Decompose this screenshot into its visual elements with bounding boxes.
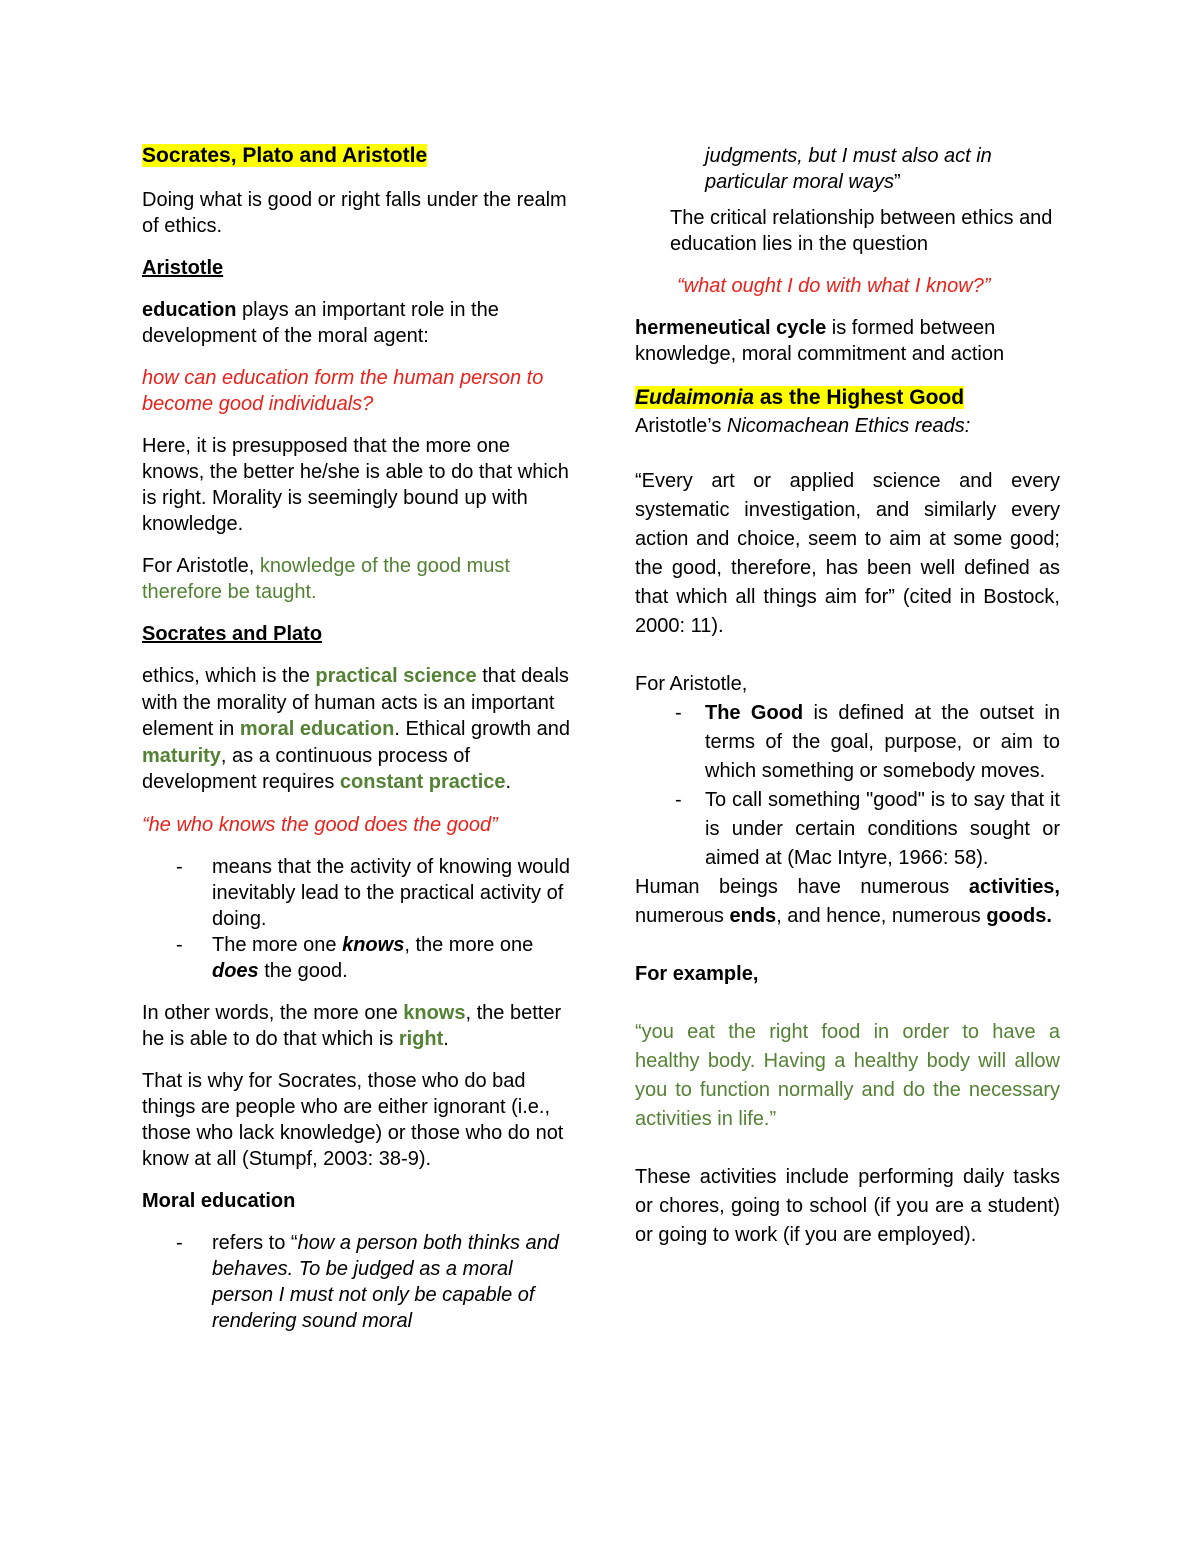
nicomachean-quote: “Every art or applied science and every systematic investigation, and similarly every action and choice, seem to aim at some good; the good, therefore, has been well defined as that which all things aim for” (cited in Bostock, 2000: 11). bbox=[635, 470, 1060, 637]
moral-education-heading: Moral education bbox=[142, 1189, 296, 1212]
document-title: Socrates, Plato and Aristotle bbox=[142, 144, 428, 167]
aristotle-heading: Aristotle bbox=[142, 257, 224, 279]
knows-good-bullet-list bbox=[142, 854, 570, 984]
for-example-label: For example, bbox=[635, 963, 759, 985]
what-ought-question: “what ought I do with what I know?” bbox=[677, 275, 991, 297]
education-question: how can education form the human person to become good individuals? bbox=[142, 367, 544, 415]
critical-relationship-paragraph: The critical relationship between ethics and education lies in the question bbox=[670, 207, 1053, 255]
socrates-plato-heading: Socrates and Plato bbox=[142, 623, 323, 645]
activities-paragraph: These activities include performing daily tasks or chores, going to school (if you are a student) or going to work (if you are employed). bbox=[635, 1166, 1060, 1246]
list-item: - The Good is defined at the outset in terms of the goal, purpose, or aim to which something or somebody moves. bbox=[635, 699, 1060, 786]
moral-education-bullet-list bbox=[142, 1230, 570, 1334]
socrates-paragraph: That is why for Socrates, those who do bad things are people who are either ignorant (i.e., those who lack knowledge) or those who do not know at all (Stumpf, 2003: 38-9). bbox=[142, 1069, 564, 1170]
list-item: - refers to “how a person both thinks and behaves. To be judged as a moral person I must not only be capable of rendering sound moral bbox=[142, 1230, 570, 1334]
other-words-paragraph: In other words, the more one knows, the better he is able to do that which is right. bbox=[142, 1001, 562, 1050]
list-item: - means that the activity of knowing would inevitably lead to the practical activity of doing. bbox=[142, 854, 570, 932]
left-column bbox=[142, 138, 570, 1350]
knows-good-quote: “he who knows the good does the good” bbox=[142, 813, 498, 836]
human-beings-paragraph: Human beings have numerous activities, numerous ends, and hence, numerous goods. bbox=[635, 876, 1060, 927]
for-aristotle-line: For Aristotle, bbox=[635, 673, 748, 695]
intro-paragraph: Doing what is good or right falls under the realm of ethics. bbox=[142, 189, 567, 237]
right-column bbox=[635, 138, 1060, 1250]
education-paragraph: education plays an important role in the development of the moral agent: bbox=[142, 299, 499, 347]
moral-education-continuation: judgments, but I must also act in particular moral ways” bbox=[705, 145, 992, 193]
ethics-paragraph: ethics, which is the practical science that deals with the morality of human acts is an important element in moral education. Ethical growth and maturity, as a continuous process of development requires constant practice. bbox=[142, 665, 570, 793]
healthy-body-quote: “you eat the right food in order to have a healthy body. Having a healthy body will allow you to function normally and do the necessary activities in life.” bbox=[635, 1021, 1060, 1130]
nicomachean-line: Aristotle’s Nicomachean Ethics reads: bbox=[635, 415, 971, 437]
eudaimonia-heading: Eudaimonia as the Highest Good bbox=[635, 386, 965, 409]
for-aristotle-paragraph: For Aristotle, knowledge of the good must therefore be taught. bbox=[142, 555, 510, 603]
list-item: - The more one knows, the more one does the good. bbox=[142, 932, 570, 984]
presupposed-paragraph: Here, it is presupposed that the more one knows, the better he/she is able to do that which is right. Morality is seemingly bound up with knowledge. bbox=[142, 435, 569, 535]
hermeneutical-paragraph: hermeneutical cycle is formed between knowledge, moral commitment and action bbox=[635, 317, 1005, 365]
list-item: - To call something "good" is to say that it is under certain conditions sought or aimed at (Mac Intyre, 1966: 58). bbox=[635, 786, 1060, 873]
good-definition-bullet-list bbox=[635, 699, 1060, 873]
